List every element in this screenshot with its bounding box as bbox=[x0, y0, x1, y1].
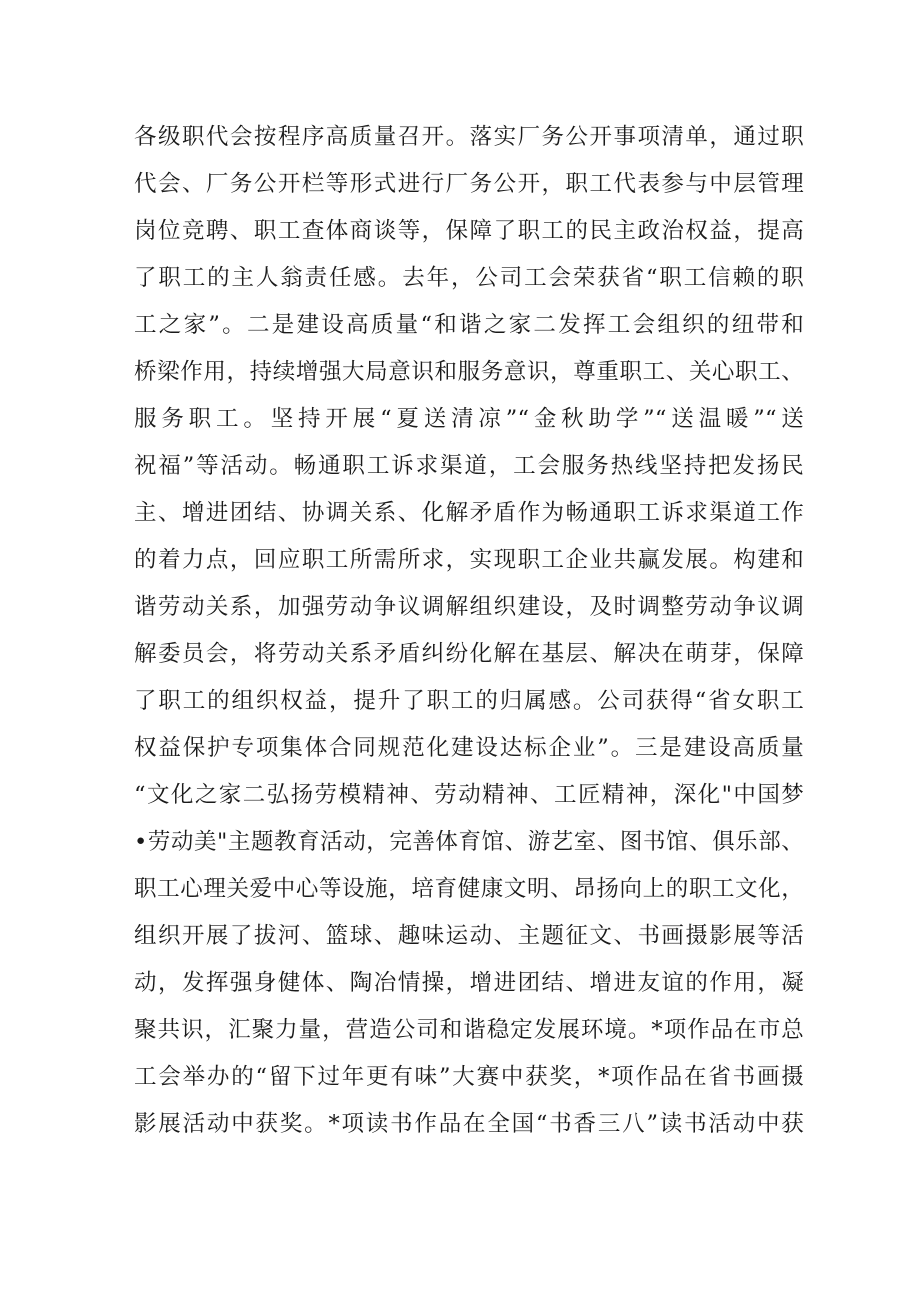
text-line: 组织开展了拔河、篮球、趣味运动、主题征文、书画摄影展等活 bbox=[134, 923, 804, 949]
text-line: 权益保护专项集体合同规范化建设达标企业”。三是建设高质量 bbox=[134, 735, 804, 761]
text-line: 职工心理关爱中心等设施，培育健康文明、昂扬向上的职工文化， bbox=[134, 876, 804, 902]
text-line: 解委员会，将劳动关系矛盾纠纷化解在基层、解决在萌芽，保障 bbox=[134, 641, 804, 667]
text-line: 动，发挥强身健体、陶冶情操，增进团结、增进友谊的作用，凝 bbox=[134, 970, 804, 996]
text-line: 了职工的组织权益，提升了职工的归属感。公司获得“省女职工 bbox=[134, 688, 804, 714]
text-line: 岗位竞聘、职工查体商谈等，保障了职工的民主政治权益，提高 bbox=[134, 218, 804, 244]
text-line: 桥梁作用，持续增强大局意识和服务意识，尊重职工、关心职工、 bbox=[134, 359, 804, 385]
body-text bbox=[134, 114, 804, 1148]
text-line: 影展活动中获奖。*项读书作品在全国“书香三八”读书活动中获 bbox=[134, 1111, 804, 1137]
text-line: 工之家”。二是建设高质量“和谐之家二发挥工会组织的纽带和 bbox=[134, 312, 804, 338]
text-line: 代会、厂务公开栏等形式进行厂务公开，职工代表参与中层管理 bbox=[134, 171, 804, 197]
text-line: 各级职代会按程序高质量召开。落实厂务公开事项清单，通过职 bbox=[134, 124, 804, 150]
text-line: 主、增进团结、协调关系、化解矛盾作为畅通职工诉求渠道工作 bbox=[134, 500, 804, 526]
text-line: “文化之家二弘扬劳模精神、劳动精神、工匠精神，深化"中国梦 bbox=[134, 782, 804, 808]
text-line: 工会举办的“留下过年更有味”大赛中获奖，*项作品在省书画摄 bbox=[134, 1064, 804, 1090]
text-line: •劳动美"主题教育活动，完善体育馆、游艺室、图书馆、俱乐部、 bbox=[134, 829, 804, 855]
text-line: 服务职工。坚持开展“夏送清凉”“金秋助学”“送温暖”“送 bbox=[134, 406, 804, 432]
text-line: 谐劳动关系，加强劳动争议调解组织建设，及时调整劳动争议调 bbox=[134, 594, 804, 620]
text-line: 了职工的主人翁责任感。去年，公司工会荣获省“职工信赖的职 bbox=[134, 265, 804, 291]
text-line: 聚共识，汇聚力量，营造公司和谐稳定发展环境。*项作品在市总 bbox=[134, 1017, 804, 1043]
text-line: 祝福”等活动。畅通职工诉求渠道，工会服务热线坚持把发扬民 bbox=[134, 453, 804, 479]
text-line: 的着力点，回应职工所需所求，实现职工企业共赢发展。构建和 bbox=[134, 547, 804, 573]
